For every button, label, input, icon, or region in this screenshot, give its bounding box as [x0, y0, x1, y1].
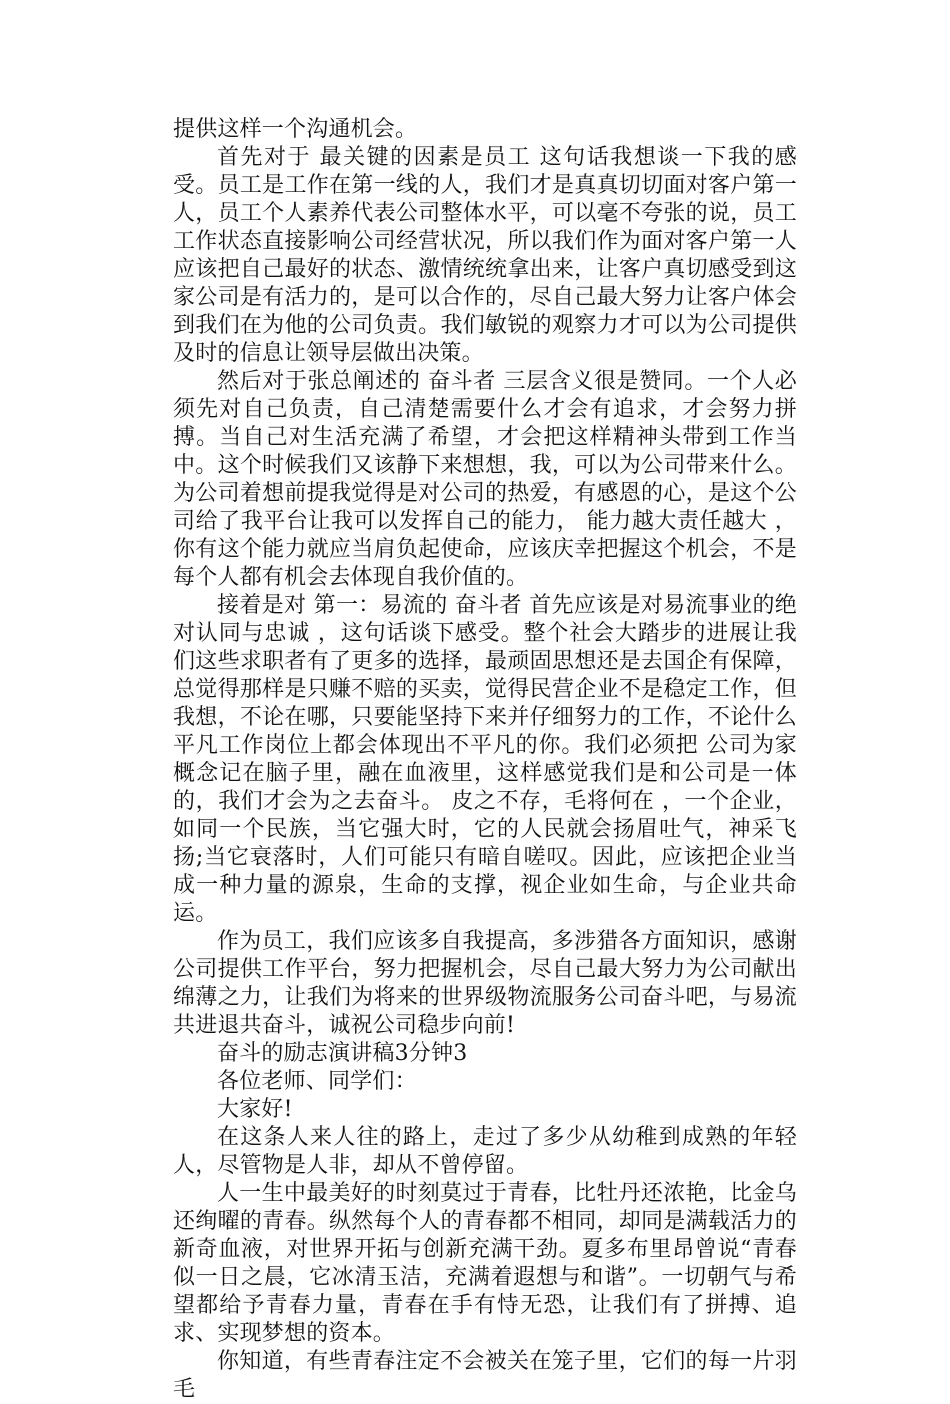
paragraph: 作为员工，我们应该多自我提高，多涉猎各方面知识，感谢公司提供工作平台，努力把握机会，尽自己最大努力为公司献出绵薄之力，让我们为将来的世界级物流服务公司奋斗吧，与易流共进退共奋斗，诚祝公司稳步向前!: [173, 929, 797, 1038]
greeting: 大家好!: [217, 1097, 293, 1122]
paragraph: 首先对于 最关键的因素是员工 这句话我想谈一下我的感受。员工是工作在第一线的人，我们才是真真切切面对客户第一人，员工个人素养代表公司整体水平，可以毫不夸张的说，员工工作状态直接影响公司经营状况，所以我们作为面对客户第一人应该把自己最好的状态、激情统统拿出来，让客户真切感受到这家公司是有活力的，是可以合作的，尽自己最大努力让客户体会到我们在为他的公司负责。我们敏锐的观察力才可以为公司提供及时的信息让领导层做出决策。: [173, 145, 797, 366]
salutation: 各位老师、同学们：: [217, 1069, 417, 1094]
paragraph: 人一生中最美好的时刻莫过于青春，比牡丹还浓艳，比金乌还绚曜的青春。纵然每个人的青春都不相同，却同是满载活力的新奇血液，对世界开拓与创新充满干劲。夏多布里昂曾说“青春似一日之晨，它冰清玉洁，充满着遐想与和谐”。一切朝气与希望都给予青春力量，青春在手有恃无恐，让我们有了拼搏、追求、实现梦想的资本。: [173, 1181, 797, 1346]
section-title: 奋斗的励志演讲稿3分钟3: [217, 1041, 468, 1066]
paragraph: 提供这样一个沟通机会。: [173, 117, 418, 142]
paragraph: 接着是对 第一：易流的 奋斗者 首先应该是对易流事业的绝对认同与忠诚 ，这句话谈下感受。整个社会大踏步的进展让我们这些求职者有了更多的选择，最顽固思想还是去国企有保障，总觉得那样是只赚不赔的买卖，觉得民营企业不是稳定工作，但我想，不论在哪，只要能坚持下来并仔细努力的工作，不论什么平凡工作岗位上都会体现出不平凡的你。我们必须把 公司为家 概念记在脑子里，融在血液里，这样感觉我们是和公司是一体的，我们才会为之去奋斗。 皮之不存，毛将何在 ，一个企业，如同一个民族，当它强大时，它的人民就会扬眉吐气，神采飞扬;当它衰落时，人们可能只有暗自嗟叹。因此，应该把企业当成一种力量的源泉，生命的支撑，视企业如生命，与企业共命运。: [173, 593, 797, 926]
paragraph: 在这条人来人往的路上，走过了多少从幼稚到成熟的年轻人，尽管物是人非，却从不曾停留。: [173, 1125, 797, 1178]
paragraph: 然后对于张总阐述的 奋斗者 三层含义很是赞同。一个人必须先对自己负责，自己清楚需要什么才会有追求，才会努力拼搏。当自己对生活充满了希望，才会把这样精神头带到工作当中。这个时候我们又该静下来想想，我，可以为公司带来什么。为公司着想前提我觉得是对公司的热爱，有感恩的心，是这个公司给了我平台让我可以发挥自己的能力， 能力越大责任越大 ，你有这个能力就应当肩负起使命，应该庆幸把握这个机会，不是每个人都有机会去体现自我价值的。: [173, 369, 797, 590]
paragraph: 你知道，有些青春注定不会被关在笼子里，它们的每一片羽毛: [173, 1349, 797, 1402]
body-text: [173, 116, 797, 1404]
